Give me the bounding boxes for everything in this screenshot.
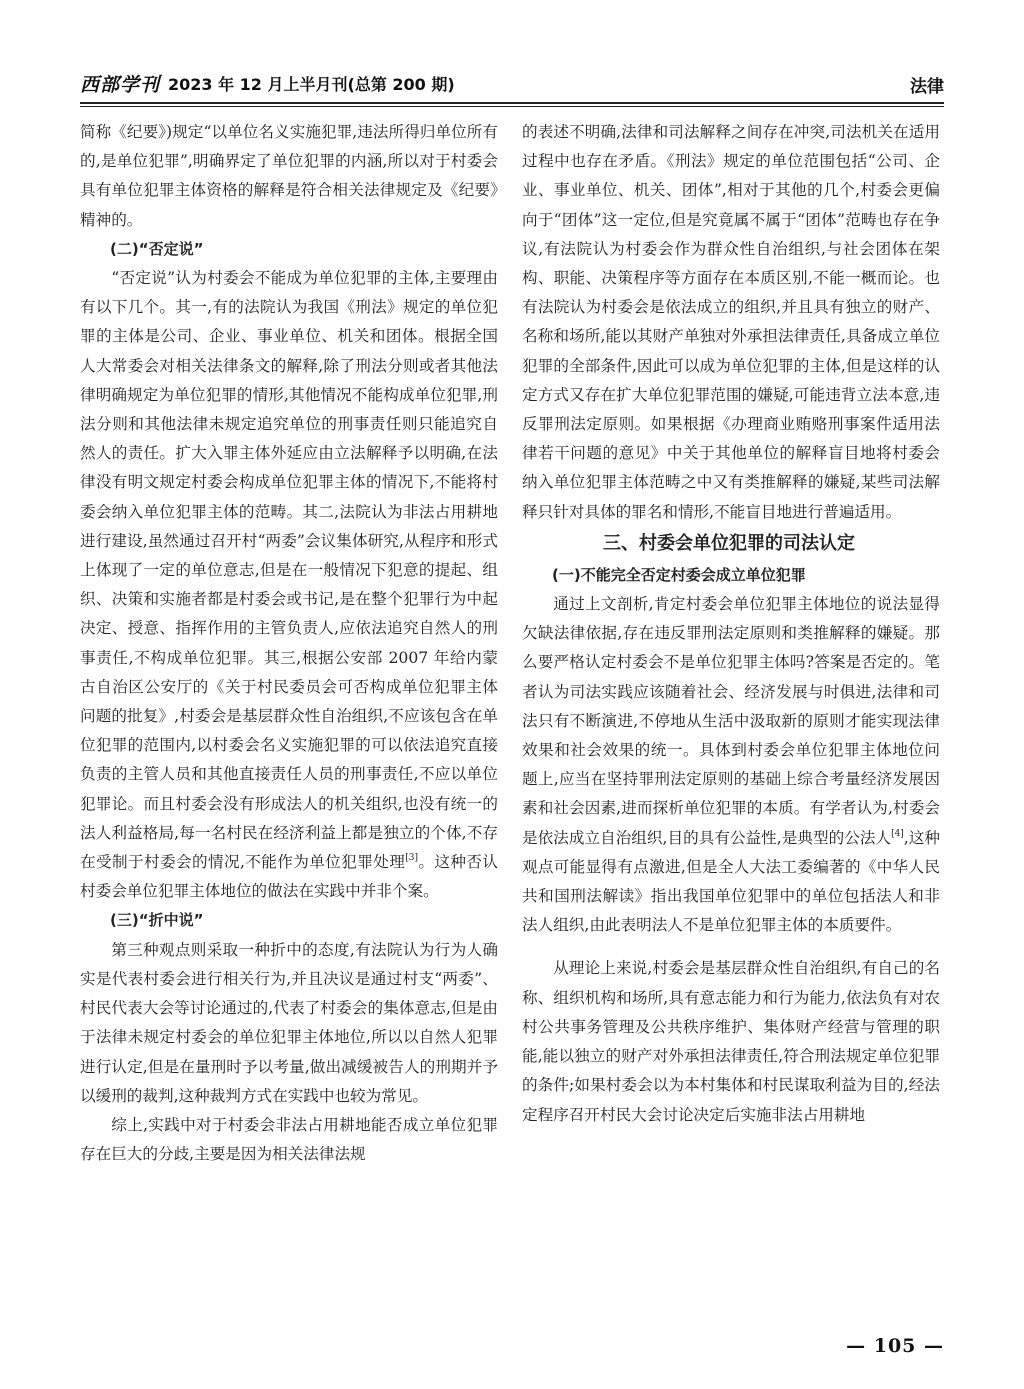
paragraph-text: “否定说”认为村委会不能成为单位犯罪的主体,主要理由有以下几个。其一,有的法院认为我国《刑法》规定的单位犯罪的主体是公司、企业、事业单位、机关和团体。根据全国人大常委会对相关法律条文的解释,除了刑法分则或者其他法律明确规定为单位犯罪的情形,其他情况不能构成单位犯罪,刑法分则和其他法律未规定追究单位的刑事责任则只能追究自然人的责任。扩大入罪主体外延应由立法解释予以明确,在法律没有明文规定村委会构成单位犯罪主体的情况下,不能将村委会纳入单位犯罪主体的范畴。其二,法院认为非法占用耕地进行建设,虽然通过召开村“两委”会议集体研究,从程序和形式上体现了一定的单位意志,但是在一般情况下犯意的提起、组织、决策和实施者都是村委会或书记,是在整个犯罪行为中起决定、授意、指挥作用的主管负责人,应依法追究自然人的刑事责任,不构成单位犯罪。其三,根据公安部 2007 年给内蒙古自治区公安厅的《关于村民委员会可否构成单位犯罪主体问题的批复》,村委会是基层群众性自治组织,不应该包含在单位犯罪的范围内,以村委会名义实施犯罪的可以依法追究直接负责的主管人员和其他直接责任人员的刑事责任,不应以单位犯罪论。而且村委会没有形成法人的机关组织,也没有统一的法人利益格局,每一名村民在经济利益上都是独立的个体,不存在受制于村委会的情况,不能作为单位犯罪处理 (80, 269, 498, 872)
page-number: — 105 — (846, 1335, 944, 1357)
paragraph: 综上,实践中对于村委会非法占用耕地能否成立单位犯罪存在巨大的分歧,主要是因为相关法律法规 (80, 1115, 498, 1164)
reference-mark: [4] (891, 828, 904, 839)
section-name: 法律 (910, 77, 944, 97)
paragraph: 简称《纪要》)规定“以单位名义实施犯罪,违法所得归单位所有的,是单位犯罪”,明确界定了单位犯罪的内涵,所以对于村委会具有单位犯罪主体资格的解释是符合相关法律规定及《纪要》精神的。 (80, 123, 498, 229)
page-header (80, 62, 944, 106)
subheading: (一)不能完全否定村委会成立单位犯罪 (552, 565, 806, 584)
paragraph-text: ,这种观点可能显得有点激进,但是全人大法工委编著的《中华人民共和国刑法解读》指出我国单位犯罪中的单位包括法人和非法人组织,由此表明法人不是单位犯罪主体的本质要件。 (522, 828, 940, 935)
section-title: 三、村委会单位犯罪的司法认定 (603, 532, 855, 554)
reference-mark: [3] (405, 853, 418, 864)
paragraph: 的表述不明确,法律和司法解释之间存在冲突,司法机关在适用过程中也存在矛盾。《刑法》规定的单位范围包括“公司、企业、事业单位、机关、团体”,相对于其他的几个,村委会更偏向于“团体”这一定位,但是究竟属不属于“团体”范畴也存在争议,有法院认为村委会作为群众性自治组织,与社会团体在架构、职能、决策程序等方面存在本质区别,不能一概而论。也有法院认为村委会是依法成立的组织,并且具有独立的财产、名称和场所,能以其财产单独对外承担法律责任,具备成立单位犯罪的全部条件,因此可以成为单位犯罪的主体,但是这样的认定方式又存在扩大单位犯罪范围的嫌疑,可能违背立法本意,违反罪刑法定原则。如果根据《办理商业贿赂刑事案件适用法律若干问题的意见》中关于其他单位的解释盲目地将村委会纳入单位犯罪主体范畴之中又有类推解释的嫌疑,某些司法解释只针对具体的罪名和情形,不能盲目地进行普遍适用。 (522, 123, 940, 521)
right-column (522, 118, 940, 1130)
paragraph-text: 通过上文剖析,肯定村委会单位犯罪主体地位的说法显得欠缺法律依据,存在违反罪刑法定原则和类推解释的嫌疑。那么要严格认定村委会不是单位犯罪主体吗?答案是否定的。笔者认为司法实践应该随着社会、经济发展与时俱进,法律和司法只有不断演进,不停地从生活中汲取新的原则才能实现法律效果和社会效果的统一。具体到村委会单位犯罪主体地位问题上,应当在坚持罪刑法定原则的基础上综合考量经济发展因素和社会因素,进而探析单位犯罪的本质。有学者认为,村委会是依法成立自治组织,目的具有公益性,是典型的公法人 (522, 595, 940, 847)
header-rule-thin (80, 106, 944, 107)
subheading-compromise-view: (三)“折中说” (110, 911, 204, 930)
paragraph-text: 。这种否认村委会单位犯罪主体地位的做法在实践中并非个案。 (80, 853, 498, 901)
left-column (80, 118, 498, 1169)
paragraph-gap (522, 940, 940, 954)
paragraph (522, 590, 940, 940)
paragraph (80, 264, 498, 906)
issue-info: 2023 年 12 月上半月刊(总第 200 期) (168, 75, 455, 94)
journal-logo: 西部学刊 (80, 74, 161, 96)
header-rule (80, 102, 944, 104)
paragraph: 从理论上来说,村委会是基层群众性自治组织,有自己的名称、组织机构和场所,具有意志能力和行为能力,依法负有对农村公共事务管理及公共秩序维护、集体财产经营与管理的职能,能以独立的财产对外承担法律责任,符合刑法规定单位犯罪的条件;如果村委会以为本村集体和村民谋取利益为目的,经法定程序召开村民大会讨论决定后实施非法占用耕地 (522, 959, 940, 1124)
subheading-negative-view: (二)“否定说” (110, 239, 204, 258)
paragraph: 第三种观点则采取一种折中的态度,有法院认为行为人确实是代表村委会进行相关行为,并且决议是通过村支“两委”、村民代表大会等讨论通过的,代表了村委会的集体意志,但是由于法律未规定村委会的单位犯罪主体地位,所以以自然人犯罪进行认定,但是在量刑时予以考量,做出减缓被告人的刑期并予以缓刑的裁判,这种裁判方式在实践中也较为常见。 (80, 940, 498, 1105)
